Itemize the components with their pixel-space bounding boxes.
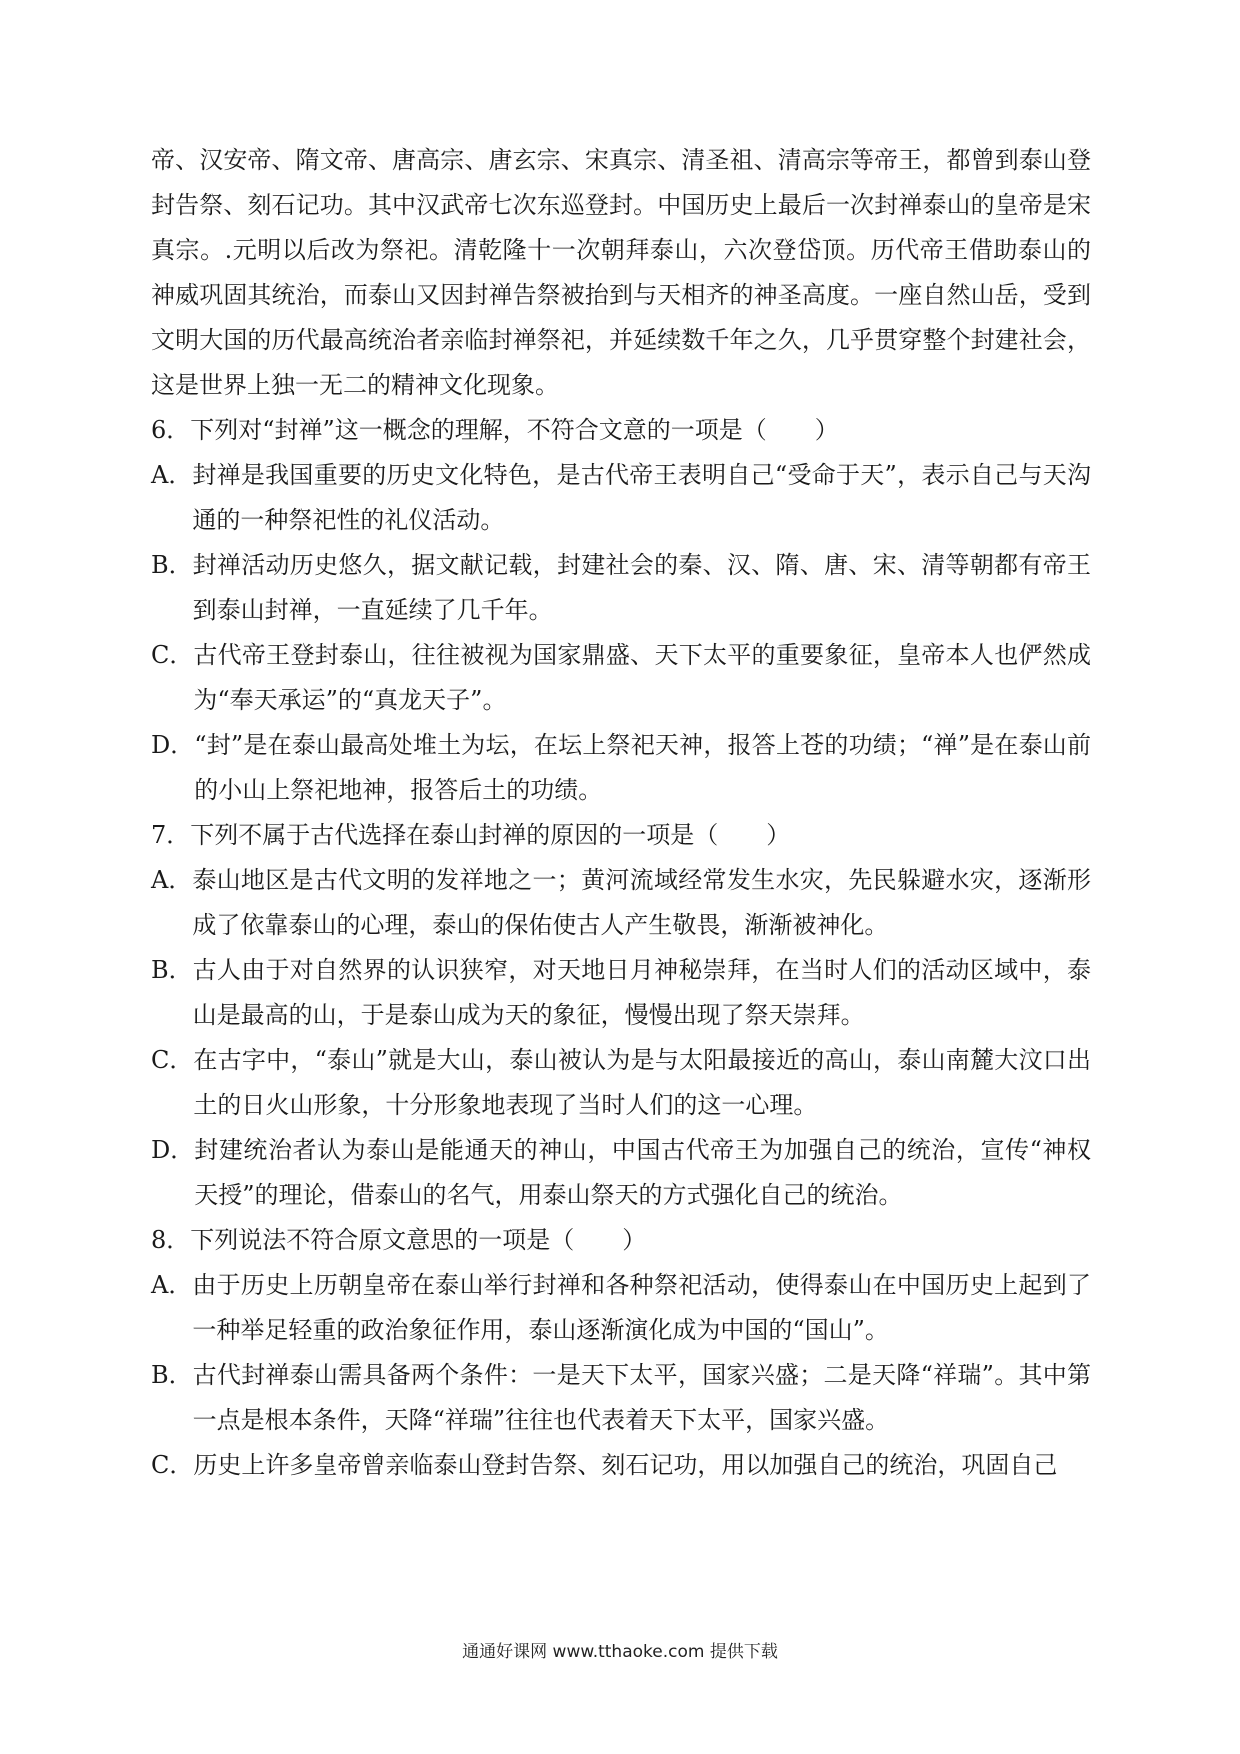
option-key: A． — [151, 461, 193, 489]
option-text: 古代帝王登封泰山，往往被视为国家鼎盛、天下太平的重要象征，皇帝本人也俨然成为“奉天承运”的“真龙天子”。 — [193, 641, 1091, 714]
option-key: A． — [151, 866, 193, 894]
passage-paragraph: 帝、汉安帝、隋文帝、唐高宗、唐玄宗、宋真宗、清圣祖、清高宗等帝王，都曾到泰山登封告祭、刻石记功。其中汉武帝七次东巡登封。中国历史上最后一次封禅泰山的皇帝是宋真宗。.元明以后改为祭祀。清乾隆十一次朝拜泰山，六次登岱顶。历代帝王借助泰山的神威巩固其统治，而泰山又因封禅告祭被抬到与天相齐的神圣高度。一座自然山岳，受到文明大国的历代最高统治者亲临封禅祭祀，并延续数千年之久，几乎贯穿整个封建社会，这是世界上独一无二的精神文化现象。 — [151, 146, 1091, 399]
option-text: 封禅是我国重要的历史文化特色，是古代帝王表明自己“受命于天”，表示自己与天沟通的一种祭祀性的礼仪活动。 — [192, 461, 1091, 534]
option-text: 古人由于对自然界的认识狭窄，对天地日月神秘崇拜，在当时人们的活动区域中，泰山是最高的山，于是泰山成为天的象征，慢慢出现了祭天崇拜。 — [192, 956, 1091, 1029]
question-7 — [151, 813, 1091, 1218]
question-stem: 7．下列不属于古代选择在泰山封禅的原因的一项是（ ） — [151, 821, 791, 849]
option-key: B． — [151, 956, 193, 984]
option-key: D． — [151, 731, 195, 759]
option-b — [151, 543, 1091, 633]
option-key: C． — [151, 1451, 194, 1479]
option-key: B． — [151, 1361, 193, 1389]
question-6 — [151, 408, 1091, 813]
option-text: 泰山地区是古代文明的发祥地之一；黄河流域经常发生水灾，先民躲避水灾，逐渐形成了依靠泰山的心理，泰山的保佑使古人产生敬畏，渐渐被神化。 — [192, 866, 1091, 939]
option-c — [151, 633, 1091, 723]
option-a — [151, 453, 1091, 543]
option-key: C． — [151, 1046, 194, 1074]
option-b — [151, 1353, 1091, 1443]
option-a — [151, 1263, 1091, 1353]
option-d — [151, 1128, 1091, 1218]
option-a — [151, 858, 1091, 948]
question-stem: 6．下列对“封禅”这一概念的理解，不符合文意的一项是（ ） — [151, 416, 839, 444]
question-stem: 8．下列说法不符合原文意思的一项是（ ） — [151, 1226, 647, 1254]
option-text: 封禅活动历史悠久，据文献记载，封建社会的秦、汉、隋、唐、宋、清等朝都有帝王到泰山封禅，一直延续了几千年。 — [192, 551, 1091, 624]
option-text: 在古字中，“泰山”就是大山，泰山被认为是与太阳最接近的高山，泰山南麓大汶口出土的日火山形象，十分形象地表现了当时人们的这一心理。 — [193, 1046, 1091, 1119]
option-text: 历史上许多皇帝曾亲临泰山登封告祭、刻石记功，用以加强自己的统治，巩固自己 — [193, 1451, 1058, 1479]
option-key: B． — [151, 551, 193, 579]
option-b — [151, 948, 1091, 1038]
option-text: 由于历史上历朝皇帝在泰山举行封禅和各种祭祀活动，使得泰山在中国历史上起到了一种举足轻重的政治象征作用，泰山逐渐演化成为中国的“国山”。 — [192, 1271, 1091, 1344]
option-key: A． — [151, 1271, 193, 1299]
option-key: D． — [151, 1136, 195, 1164]
question-8 — [151, 1218, 1091, 1488]
document-page — [151, 138, 1091, 1488]
option-text: “封”是在泰山最高处堆土为坛，在坛上祭祀天神，报答上苍的功绩；“禅”是在泰山前的小山上祭祀地神，报答后土的功绩。 — [194, 731, 1091, 804]
page-footer: 通通好课网 www.tthaoke.com 提供下载 — [462, 1642, 778, 1662]
option-key: C． — [151, 641, 194, 669]
option-d — [151, 723, 1091, 813]
option-text: 封建统治者认为泰山是能通天的神山，中国古代帝王为加强自己的统治，宣传“神权天授”的理论，借泰山的名气，用泰山祭天的方式强化自己的统治。 — [194, 1136, 1091, 1209]
option-c — [151, 1443, 1091, 1488]
option-text: 古代封禅泰山需具备两个条件：一是天下太平，国家兴盛；二是天降“祥瑞”。其中第一点是根本条件，天降“祥瑞”往往也代表着天下太平，国家兴盛。 — [192, 1361, 1091, 1434]
option-c — [151, 1038, 1091, 1128]
